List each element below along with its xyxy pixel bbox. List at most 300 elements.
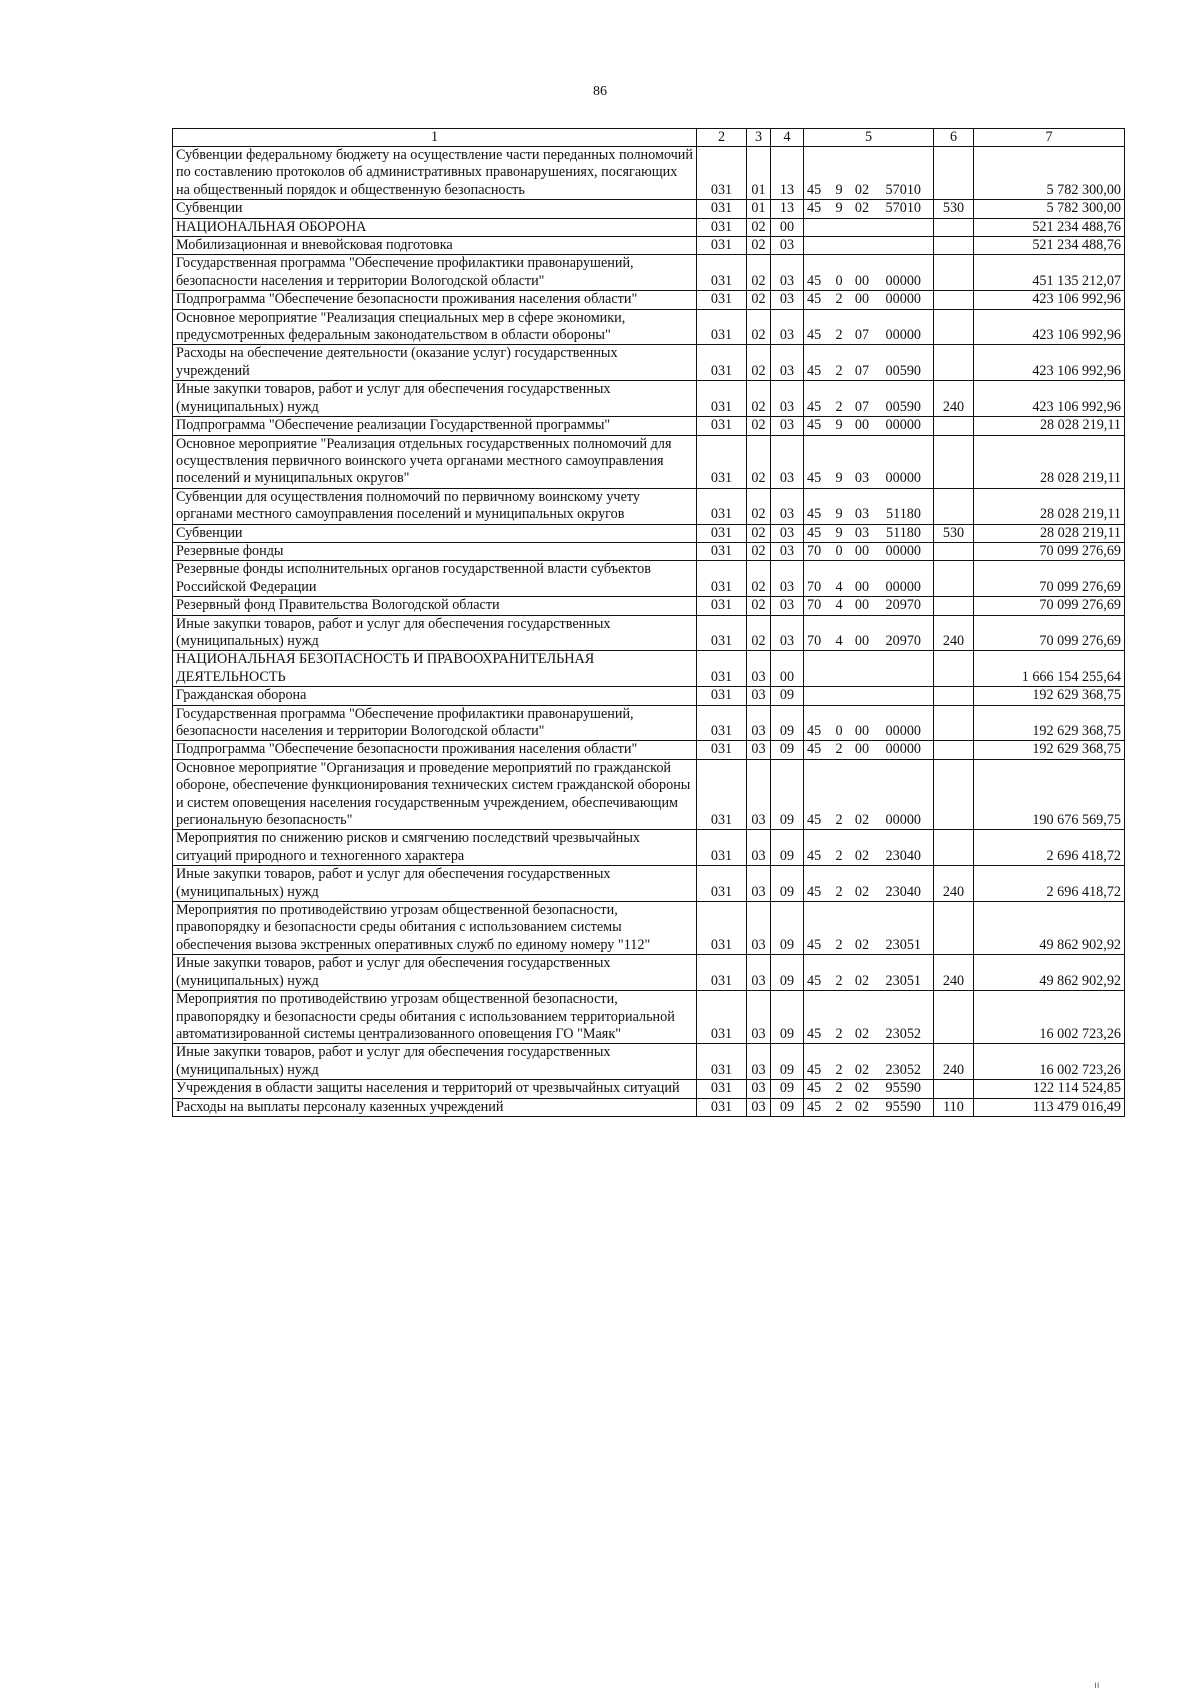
target-article-part: 00000 — [885, 417, 921, 434]
target-article-part: 2 — [835, 1025, 843, 1042]
row-section-code: 03 — [747, 830, 771, 866]
row-section-code: 03 — [747, 955, 771, 991]
target-article-part: 2 — [835, 291, 843, 308]
row-section-code: 03 — [747, 1080, 771, 1098]
target-article-part: 51180 — [886, 524, 921, 541]
header-cell: 4 — [771, 129, 804, 147]
row-subsection-code: 13 — [771, 147, 804, 200]
target-article-part: 00 — [854, 632, 870, 649]
row-section-code: 03 — [747, 759, 771, 830]
row-section-code: 02 — [747, 309, 771, 345]
target-article-part: 03 — [854, 524, 870, 541]
target-article-part: 51180 — [886, 506, 921, 523]
header-cell: 7 — [974, 129, 1125, 147]
row-target-article — [804, 741, 934, 759]
target-article-part: 00000 — [885, 470, 921, 487]
row-subsection-code: 03 — [771, 615, 804, 651]
row-name: НАЦИОНАЛЬНАЯ ОБОРОНА — [173, 218, 697, 236]
row-amount: 70 099 276,69 — [974, 561, 1125, 597]
target-article-part: 9 — [835, 524, 843, 541]
row-amount: 521 234 488,76 — [974, 218, 1125, 236]
table-row — [173, 597, 1125, 615]
row-amount: 423 106 992,96 — [974, 345, 1125, 381]
row-subsection-code: 03 — [771, 255, 804, 291]
target-article-part: 23052 — [885, 1061, 921, 1078]
budget-table — [172, 128, 1125, 1117]
row-subsection-code: 03 — [771, 542, 804, 560]
row-section-code: 02 — [747, 524, 771, 542]
table-row — [173, 1080, 1125, 1098]
row-expense-type — [934, 488, 974, 524]
row-subsection-code: 09 — [771, 991, 804, 1044]
row-name: Иные закупки товаров, работ и услуг для обеспечения государственных (муниципальных) нужд — [173, 955, 697, 991]
row-section-code: 03 — [747, 902, 771, 955]
target-article-part: 03 — [854, 506, 870, 523]
row-target-article — [804, 291, 934, 309]
row-subsection-code: 03 — [771, 417, 804, 435]
row-amount: 451 135 212,07 — [974, 255, 1125, 291]
target-article-part: 02 — [854, 1061, 870, 1078]
row-section-code: 03 — [747, 651, 771, 687]
row-section-code: 02 — [747, 615, 771, 651]
row-expense-type: 110 — [934, 1098, 974, 1116]
row-amount: 70 099 276,69 — [974, 542, 1125, 560]
row-amount: 28 028 219,11 — [974, 524, 1125, 542]
row-section-code: 02 — [747, 488, 771, 524]
row-subsection-code: 03 — [771, 435, 804, 488]
row-section-code: 02 — [747, 255, 771, 291]
target-article-part: 02 — [854, 1025, 870, 1042]
table-row — [173, 542, 1125, 560]
target-article-part: 9 — [835, 506, 843, 523]
row-target-article — [804, 218, 934, 236]
target-article-part: 02 — [854, 1098, 870, 1115]
row-expense-type — [934, 1080, 974, 1098]
target-article-part: 00000 — [885, 327, 921, 344]
row-ved-code: 031 — [697, 687, 747, 705]
row-amount: 122 114 524,85 — [974, 1080, 1125, 1098]
row-expense-type: 240 — [934, 381, 974, 417]
row-target-article — [804, 597, 934, 615]
target-article-part: 2 — [835, 327, 843, 344]
row-expense-type — [934, 741, 974, 759]
target-article-part: 00 — [854, 578, 870, 595]
row-subsection-code: 03 — [771, 345, 804, 381]
target-article-part: 45 — [807, 972, 822, 989]
row-target-article — [804, 615, 934, 651]
target-article-part: 2 — [835, 1098, 843, 1115]
target-article-part: 02 — [854, 883, 870, 900]
row-expense-type: 240 — [934, 866, 974, 902]
row-subsection-code: 09 — [771, 705, 804, 741]
row-ved-code: 031 — [697, 488, 747, 524]
target-article-part: 20970 — [885, 597, 921, 614]
row-amount: 70 099 276,69 — [974, 597, 1125, 615]
row-amount: 2 696 418,72 — [974, 866, 1125, 902]
row-expense-type — [934, 218, 974, 236]
row-name: Субвенции — [173, 524, 697, 542]
target-article-part: 45 — [807, 506, 822, 523]
target-article-part: 00 — [854, 542, 870, 559]
target-article-part: 07 — [854, 398, 870, 415]
row-section-code: 02 — [747, 345, 771, 381]
target-article-part: 23040 — [885, 883, 921, 900]
table-row — [173, 255, 1125, 291]
row-amount: 5 782 300,00 — [974, 200, 1125, 218]
scan-mark: ıı — [1094, 1680, 1100, 1691]
row-target-article — [804, 955, 934, 991]
table-row — [173, 200, 1125, 218]
row-name: Государственная программа "Обеспечение профилактики правонарушений, безопасности населения и территории Вологодской области" — [173, 705, 697, 741]
target-article-part: 23051 — [885, 936, 921, 953]
row-section-code: 01 — [747, 200, 771, 218]
row-section-code: 03 — [747, 687, 771, 705]
target-article-part: 03 — [854, 470, 870, 487]
row-subsection-code: 09 — [771, 866, 804, 902]
row-subsection-code: 09 — [771, 1080, 804, 1098]
row-amount: 521 234 488,76 — [974, 237, 1125, 255]
target-article-part: 2 — [835, 883, 843, 900]
row-ved-code: 031 — [697, 200, 747, 218]
row-name: Государственная программа "Обеспечение профилактики правонарушений, безопасности населения и территории Вологодской области" — [173, 255, 697, 291]
target-article-part: 45 — [807, 398, 822, 415]
row-ved-code: 031 — [697, 309, 747, 345]
table-row — [173, 524, 1125, 542]
row-target-article — [804, 1098, 934, 1116]
row-target-article — [804, 345, 934, 381]
table-row — [173, 759, 1125, 830]
target-article-part: 00 — [854, 272, 870, 289]
row-expense-type — [934, 991, 974, 1044]
target-article-part: 00 — [854, 597, 870, 614]
target-article-part: 02 — [854, 847, 870, 864]
target-article-part: 45 — [807, 847, 822, 864]
target-article-part: 95590 — [885, 1098, 921, 1115]
target-article-part: 70 — [807, 632, 822, 649]
row-ved-code: 031 — [697, 1080, 747, 1098]
target-article-part: 2 — [835, 398, 843, 415]
row-target-article — [804, 830, 934, 866]
row-section-code: 03 — [747, 705, 771, 741]
row-target-article — [804, 705, 934, 741]
row-target-article — [804, 651, 934, 687]
header-cell: 6 — [934, 129, 974, 147]
table-row — [173, 147, 1125, 200]
row-target-article — [804, 488, 934, 524]
row-ved-code: 031 — [697, 237, 747, 255]
row-section-code: 02 — [747, 291, 771, 309]
row-subsection-code: 00 — [771, 218, 804, 236]
table-row — [173, 991, 1125, 1044]
target-article-part: 2 — [835, 1080, 843, 1097]
target-article-part: 45 — [807, 200, 822, 217]
row-target-article — [804, 561, 934, 597]
row-name: Иные закупки товаров, работ и услуг для обеспечения государственных (муниципальных) нужд — [173, 866, 697, 902]
row-expense-type — [934, 147, 974, 200]
row-name: Мероприятия по снижению рисков и смягчению последствий чрезвычайных ситуаций природного и техногенного характера — [173, 830, 697, 866]
row-expense-type — [934, 417, 974, 435]
row-expense-type — [934, 687, 974, 705]
target-article-part: 2 — [835, 362, 843, 379]
row-name: НАЦИОНАЛЬНАЯ БЕЗОПАСНОСТЬ И ПРАВООХРАНИТЕЛЬНАЯ ДЕЯТЕЛЬНОСТЬ — [173, 651, 697, 687]
row-subsection-code: 13 — [771, 200, 804, 218]
row-ved-code: 031 — [697, 615, 747, 651]
target-article-part: 4 — [835, 597, 843, 614]
target-article-part: 45 — [807, 470, 822, 487]
target-article-part: 07 — [854, 362, 870, 379]
row-target-article — [804, 147, 934, 200]
row-ved-code: 031 — [697, 435, 747, 488]
row-amount: 16 002 723,26 — [974, 1044, 1125, 1080]
table-row — [173, 741, 1125, 759]
target-article-part: 00000 — [885, 291, 921, 308]
row-target-article — [804, 687, 934, 705]
row-name: Основное мероприятие "Реализация специальных мер в сфере экономики, предусмотренных федеральным законодательством в области обороны" — [173, 309, 697, 345]
row-ved-code: 031 — [697, 991, 747, 1044]
target-article-part: 45 — [807, 181, 822, 198]
row-section-code: 02 — [747, 597, 771, 615]
target-article-part: 2 — [835, 847, 843, 864]
row-amount: 1 666 154 255,64 — [974, 651, 1125, 687]
row-name: Иные закупки товаров, работ и услуг для обеспечения государственных (муниципальных) нужд — [173, 1044, 697, 1080]
row-ved-code: 031 — [697, 830, 747, 866]
row-subsection-code: 03 — [771, 561, 804, 597]
row-name: Расходы на обеспечение деятельности (оказание услуг) государственных учреждений — [173, 345, 697, 381]
row-amount: 192 629 368,75 — [974, 687, 1125, 705]
table-row — [173, 955, 1125, 991]
row-ved-code: 031 — [697, 381, 747, 417]
table-row — [173, 705, 1125, 741]
row-target-article — [804, 902, 934, 955]
row-name: Иные закупки товаров, работ и услуг для обеспечения государственных (муниципальных) нужд — [173, 615, 697, 651]
row-target-article — [804, 381, 934, 417]
row-subsection-code: 09 — [771, 830, 804, 866]
row-target-article — [804, 991, 934, 1044]
target-article-part: 45 — [807, 1080, 822, 1097]
row-subsection-code: 09 — [771, 955, 804, 991]
row-name: Субвенции для осуществления полномочий по первичному воинскому учету органами местного самоуправления поселений и муниципальных округов — [173, 488, 697, 524]
target-article-part: 70 — [807, 542, 822, 559]
target-article-part: 45 — [807, 1025, 822, 1042]
row-section-code: 03 — [747, 741, 771, 759]
row-name: Мероприятия по противодействию угрозам общественной безопасности, правопорядку и безопасности среды обитания с использованием территориальной автоматизированной системы централизованного оповещения ГО "Маяк" — [173, 991, 697, 1044]
target-article-part: 45 — [807, 936, 822, 953]
row-ved-code: 031 — [697, 1098, 747, 1116]
table-row — [173, 687, 1125, 705]
row-name: Учреждения в области защиты населения и территорий от чрезвычайных ситуаций — [173, 1080, 697, 1098]
row-section-code: 01 — [747, 147, 771, 200]
target-article-part: 00000 — [885, 542, 921, 559]
row-subsection-code: 09 — [771, 759, 804, 830]
row-expense-type: 240 — [934, 615, 974, 651]
row-section-code: 02 — [747, 381, 771, 417]
target-article-part: 2 — [835, 1061, 843, 1078]
row-target-article — [804, 1044, 934, 1080]
row-section-code: 03 — [747, 866, 771, 902]
target-article-part: 23052 — [885, 1025, 921, 1042]
row-name: Иные закупки товаров, работ и услуг для обеспечения государственных (муниципальных) нужд — [173, 381, 697, 417]
row-amount: 192 629 368,75 — [974, 741, 1125, 759]
target-article-part: 02 — [854, 812, 870, 829]
table-row — [173, 291, 1125, 309]
table-row — [173, 1044, 1125, 1080]
target-article-part: 00 — [854, 741, 870, 758]
row-subsection-code: 03 — [771, 488, 804, 524]
row-amount: 2 696 418,72 — [974, 830, 1125, 866]
row-amount: 190 676 569,75 — [974, 759, 1125, 830]
row-ved-code: 031 — [697, 147, 747, 200]
target-article-part: 45 — [807, 812, 822, 829]
row-ved-code: 031 — [697, 902, 747, 955]
row-name: Основное мероприятие "Реализация отдельных государственных полномочий для осуществления первичного воинского учета органами местного самоуправления поселений и муниципальных округов" — [173, 435, 697, 488]
target-article-part: 00000 — [885, 723, 921, 739]
target-article-part: 2 — [835, 936, 843, 953]
row-ved-code: 031 — [697, 218, 747, 236]
row-name: Резервный фонд Правительства Вологодской области — [173, 597, 697, 615]
row-expense-type — [934, 705, 974, 741]
target-article-part: 23040 — [885, 847, 921, 864]
row-target-article — [804, 435, 934, 488]
row-expense-type — [934, 561, 974, 597]
row-name: Гражданская оборона — [173, 687, 697, 705]
row-subsection-code: 09 — [771, 1098, 804, 1116]
row-target-article — [804, 759, 934, 830]
row-expense-type — [934, 291, 974, 309]
row-amount: 423 106 992,96 — [974, 381, 1125, 417]
target-article-part: 45 — [807, 883, 822, 900]
target-article-part: 02 — [854, 972, 870, 989]
table-row — [173, 309, 1125, 345]
row-name: Субвенции — [173, 200, 697, 218]
row-name: Подпрограмма "Обеспечение безопасности проживания населения области" — [173, 741, 697, 759]
target-article-part: 45 — [807, 741, 822, 758]
row-amount: 423 106 992,96 — [974, 309, 1125, 345]
row-expense-type — [934, 542, 974, 560]
row-name: Подпрограмма "Обеспечение безопасности проживания населения области" — [173, 291, 697, 309]
row-section-code: 03 — [747, 1098, 771, 1116]
row-amount: 49 862 902,92 — [974, 902, 1125, 955]
row-ved-code: 031 — [697, 291, 747, 309]
row-target-article — [804, 866, 934, 902]
target-article-part: 0 — [835, 272, 843, 289]
row-expense-type — [934, 597, 974, 615]
row-amount: 113 479 016,49 — [974, 1098, 1125, 1116]
row-amount: 70 099 276,69 — [974, 615, 1125, 651]
row-name: Подпрограмма "Обеспечение реализации Государственной программы" — [173, 417, 697, 435]
page-number: 86 — [593, 84, 607, 99]
target-article-part: 57010 — [885, 181, 921, 198]
row-ved-code: 031 — [697, 866, 747, 902]
target-article-part: 00000 — [885, 272, 921, 289]
target-article-part: 4 — [835, 578, 843, 595]
row-subsection-code: 00 — [771, 651, 804, 687]
target-article-part: 23051 — [885, 972, 921, 989]
row-name: Расходы на выплаты персоналу казенных учреждений — [173, 1098, 697, 1116]
target-article-part: 2 — [835, 812, 843, 829]
row-expense-type — [934, 237, 974, 255]
target-article-part: 45 — [807, 524, 822, 541]
target-article-part: 95590 — [885, 1080, 921, 1097]
row-ved-code: 031 — [697, 1044, 747, 1080]
row-amount: 16 002 723,26 — [974, 991, 1125, 1044]
row-subsection-code: 09 — [771, 1044, 804, 1080]
target-article-part: 0 — [835, 542, 843, 559]
target-article-part: 00 — [854, 417, 870, 434]
target-article-part: 57010 — [885, 200, 921, 217]
row-expense-type — [934, 309, 974, 345]
row-target-article — [804, 237, 934, 255]
row-name: Субвенции федеральному бюджету на осуществление части переданных полномочий по составлению протоколов об административных правонарушениях, посягающих на общественный порядок и общественную безопасность — [173, 147, 697, 200]
row-name: Резервные фонды исполнительных органов государственной власти субъектов Российской Федерации — [173, 561, 697, 597]
target-article-part: 9 — [835, 470, 843, 487]
row-expense-type — [934, 830, 974, 866]
target-article-part: 00 — [854, 723, 870, 739]
target-article-part: 45 — [807, 417, 822, 434]
row-amount: 28 028 219,11 — [974, 417, 1125, 435]
row-name: Мобилизационная и вневойсковая подготовка — [173, 237, 697, 255]
table-row — [173, 830, 1125, 866]
table-row — [173, 1098, 1125, 1116]
target-article-part: 2 — [835, 972, 843, 989]
row-section-code: 02 — [747, 237, 771, 255]
table-row — [173, 866, 1125, 902]
table-row — [173, 218, 1125, 236]
table-row — [173, 417, 1125, 435]
row-expense-type: 530 — [934, 524, 974, 542]
row-subsection-code: 03 — [771, 524, 804, 542]
target-article-part: 2 — [835, 741, 843, 758]
row-subsection-code: 03 — [771, 309, 804, 345]
row-target-article — [804, 309, 934, 345]
row-expense-type: 530 — [934, 200, 974, 218]
table-row — [173, 488, 1125, 524]
target-article-part: 00 — [854, 291, 870, 308]
row-subsection-code: 03 — [771, 291, 804, 309]
row-ved-code: 031 — [697, 705, 747, 741]
target-article-part: 9 — [835, 417, 843, 434]
row-expense-type — [934, 759, 974, 830]
row-amount: 423 106 992,96 — [974, 291, 1125, 309]
target-article-part: 45 — [807, 272, 822, 289]
row-section-code: 02 — [747, 561, 771, 597]
row-section-code: 02 — [747, 542, 771, 560]
row-target-article — [804, 524, 934, 542]
table-row — [173, 381, 1125, 417]
header-cell: 1 — [173, 129, 697, 147]
row-target-article — [804, 417, 934, 435]
target-article-part: 9 — [835, 181, 843, 198]
target-article-part: 02 — [854, 936, 870, 953]
table-row — [173, 902, 1125, 955]
target-article-part: 45 — [807, 327, 822, 344]
table-row — [173, 561, 1125, 597]
row-ved-code: 031 — [697, 542, 747, 560]
target-article-part: 70 — [807, 597, 822, 614]
row-subsection-code: 09 — [771, 902, 804, 955]
row-subsection-code: 03 — [771, 381, 804, 417]
row-ved-code: 031 — [697, 759, 747, 830]
row-amount: 49 862 902,92 — [974, 955, 1125, 991]
row-name: Основное мероприятие "Организация и проведение мероприятий по гражданской обороне, обеспечение функционирования технических систем гражданской обороны и систем оповещения населения государственным учреждением, обеспечивающим региональную безопасность" — [173, 759, 697, 830]
target-article-part: 45 — [807, 1061, 822, 1078]
target-article-part: 4 — [835, 632, 843, 649]
row-section-code: 02 — [747, 435, 771, 488]
target-article-part: 00590 — [885, 362, 921, 379]
target-article-part: 45 — [807, 362, 822, 379]
target-article-part: 45 — [807, 1098, 822, 1115]
row-ved-code: 031 — [697, 561, 747, 597]
row-name: Мероприятия по противодействию угрозам общественной безопасности, правопорядку и безопасности среды обитания с использованием системы обеспечения вызова экстренных оперативных служб по единому номеру "112" — [173, 902, 697, 955]
